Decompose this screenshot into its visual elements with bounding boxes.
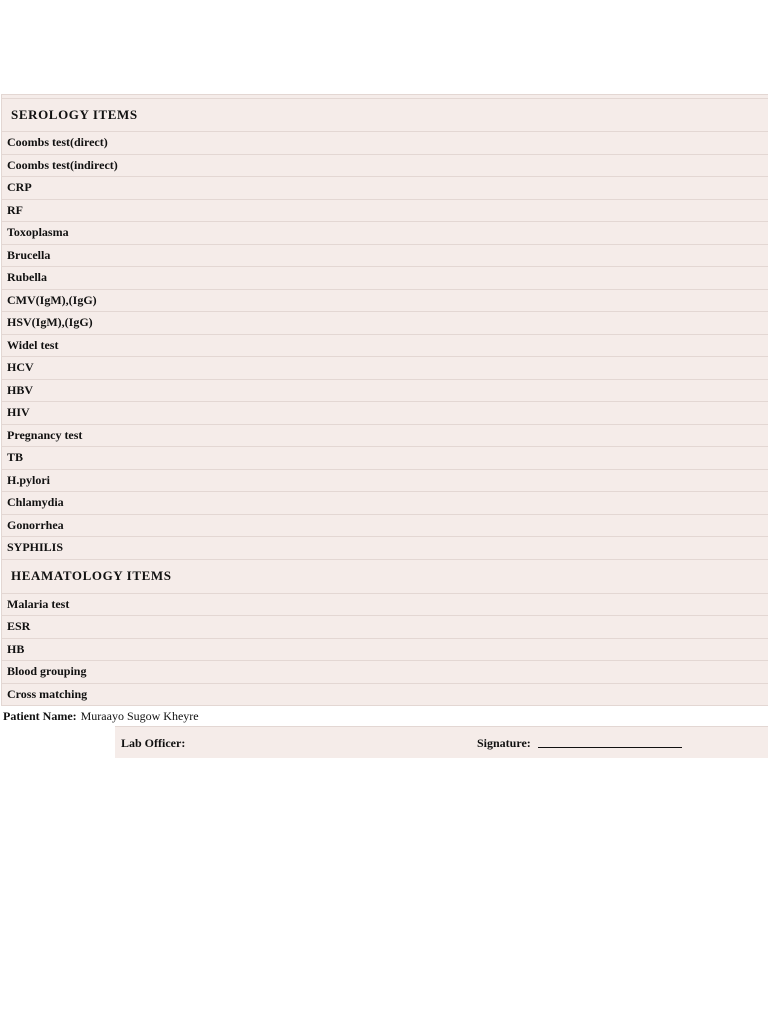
test-item-row [2,616,768,639]
test-item-row [2,200,768,223]
test-item-row [2,245,768,268]
test-item-row [2,470,768,493]
test-item-row [2,132,768,155]
hematology-title: HEAMATOLOGY ITEMS [11,568,172,583]
test-item-label: TB [7,450,24,465]
test-item-label: Chlamydia [7,495,64,510]
items-table [1,94,768,706]
patient-name-label: Patient Name: [3,708,77,723]
test-item-row [2,312,768,335]
patient-name-value: Muraayo Sugow Kheyre [80,708,199,723]
test-item-label: HSV(IgM),(IgG) [7,315,93,330]
test-item-label: HIV [7,405,30,420]
test-item-row [2,335,768,358]
test-item-row [2,290,768,313]
test-item-label: Cross matching [7,686,88,701]
serology-section-header [2,98,768,132]
test-item-row [2,267,768,290]
test-item-label: ESR [7,619,31,634]
test-item-row [2,492,768,515]
signature-field [477,736,682,751]
test-item-label: CRP [7,180,32,195]
hematology-section-header [2,560,768,594]
test-item-row [2,402,768,425]
test-item-label: Pregnancy test [7,427,83,442]
test-item-row [2,357,768,380]
serology-title: SEROLOGY ITEMS [11,107,138,122]
signature-footer [115,726,768,758]
test-item-row [2,222,768,245]
test-item-label: HCV [7,360,34,375]
test-item-row [2,639,768,662]
test-item-label: HB [7,641,25,656]
test-item-label: Coombs test(indirect) [7,157,118,172]
test-item-label: SYPHILIS [7,540,64,555]
signature-line [538,747,682,748]
test-item-label: Malaria test [7,596,70,611]
test-item-label: Widel test [7,337,59,352]
lab-officer-label: Lab Officer: [121,736,186,750]
test-item-row [2,515,768,538]
test-item-row [2,177,768,200]
lab-request-form [0,94,768,758]
test-item-label: Gonorrhea [7,517,64,532]
signature-label: Signature: [477,736,531,750]
test-item-label: H.pylori [7,472,51,487]
test-item-row [2,594,768,617]
test-item-row [2,380,768,403]
test-item-label: Brucella [7,247,51,262]
test-item-label: Blood grouping [7,664,87,679]
patient-name-row [0,706,768,726]
test-item-row [2,447,768,470]
test-item-row [2,661,768,684]
test-item-row [2,684,768,707]
test-item-row [2,425,768,448]
test-item-label: CMV(IgM),(IgG) [7,292,97,307]
test-item-label: Toxoplasma [7,225,69,240]
test-item-label: Rubella [7,270,48,285]
test-item-label: RF [7,202,23,217]
test-item-row [2,155,768,178]
test-item-label: HBV [7,382,34,397]
hematology-items-list [2,594,768,707]
test-item-row [2,537,768,560]
test-item-label: Coombs test(direct) [7,135,108,150]
serology-items-list [2,132,768,560]
